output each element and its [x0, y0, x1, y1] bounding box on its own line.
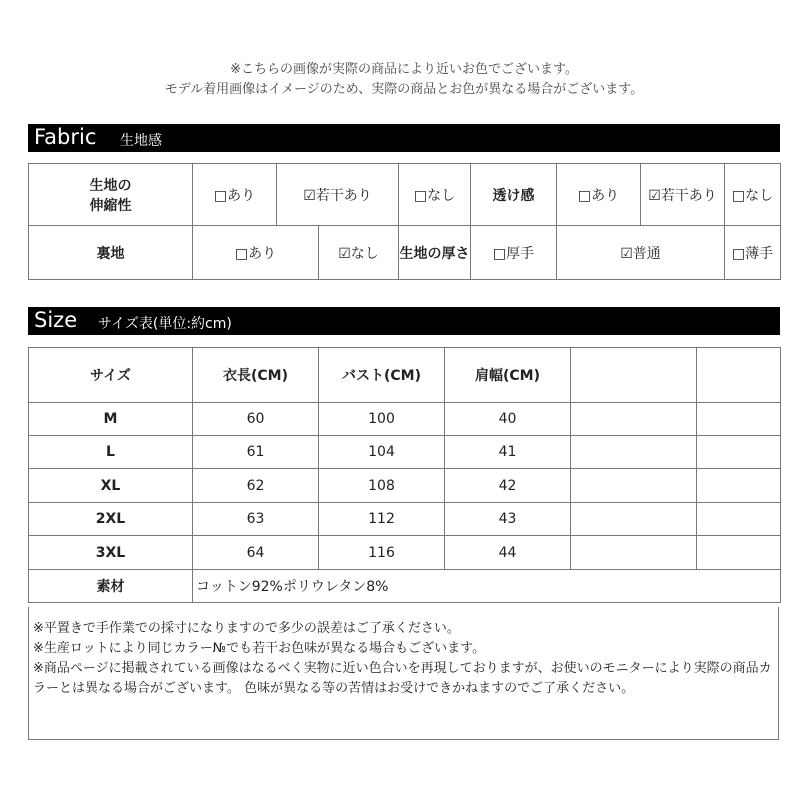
table-row	[29, 403, 781, 436]
sheer-label: 透け感	[471, 164, 557, 226]
note-line: ※商品ページに掲載されている画像はなるべく実物に近い色合いを再現しておりますが、お使いのモニターにより実際の商品カラーとは異なる場合がございます。 色味が異なる等の苦情はお受けできかねますのでご了承ください。	[33, 661, 772, 696]
length-cell: 63	[193, 503, 319, 536]
lining-option-yes: □あり	[193, 226, 319, 280]
header-empty-2	[697, 348, 781, 403]
size-title: Size	[34, 308, 78, 332]
fabric-table	[28, 163, 781, 280]
notice-line-2: モデル着用画像はイメージのため、実際の商品とお色が異なる場合がございます。	[164, 82, 644, 97]
stretch-label-line-1: 生地の	[89, 177, 132, 194]
lining-thickness-row	[29, 226, 781, 280]
header-empty-1	[571, 348, 697, 403]
size-cell: M	[29, 403, 193, 436]
empty-cell	[571, 503, 697, 536]
empty-cell	[571, 436, 697, 469]
empty-cell	[697, 403, 781, 436]
length-cell: 61	[193, 436, 319, 469]
bust-cell: 104	[319, 436, 445, 469]
material-value: コットン92%ポリウレタン8%	[193, 570, 781, 603]
size-cell: L	[29, 436, 193, 469]
notice-line-1: ※こちらの画像が実際の商品により近いお色でございます。	[230, 62, 578, 77]
shoulder-cell: 40	[445, 403, 571, 436]
empty-cell	[697, 469, 781, 503]
lining-option-no: ☑なし	[319, 226, 399, 280]
thickness-option-thick: □厚手	[471, 226, 557, 280]
stretch-label-line-2: 伸縮性	[89, 197, 132, 214]
length-cell: 60	[193, 403, 319, 436]
stretch-option-no: □なし	[399, 164, 471, 226]
table-row	[29, 436, 781, 469]
stretch-sheer-row	[29, 164, 781, 226]
length-cell: 62	[193, 469, 319, 503]
stretch-option-yes: □あり	[193, 164, 277, 226]
fabric-title: Fabric	[34, 125, 97, 149]
size-table	[28, 347, 781, 603]
table-row	[29, 469, 781, 503]
length-cell: 64	[193, 536, 319, 570]
header-length: 衣長(CM)	[193, 348, 319, 403]
bust-cell: 100	[319, 403, 445, 436]
size-header-row	[29, 348, 781, 403]
thickness-option-normal: ☑普通	[557, 226, 725, 280]
table-row	[29, 536, 781, 570]
thickness-label: 生地の厚さ	[399, 226, 471, 280]
note-line: ※平置きで手作業での採寸になりますので多少の誤差はご了承ください。	[33, 621, 460, 636]
notes-box	[28, 607, 779, 740]
empty-cell	[697, 536, 781, 570]
header-shoulder: 肩幅(CM)	[445, 348, 571, 403]
empty-cell	[571, 536, 697, 570]
size-cell: XL	[29, 469, 193, 503]
shoulder-cell: 43	[445, 503, 571, 536]
note-line: ※生産ロットにより同じカラー№でも若干お色味が異なる場合もございます。	[33, 641, 486, 656]
header-bust: バスト(CM)	[319, 348, 445, 403]
table-row	[29, 503, 781, 536]
empty-cell	[571, 403, 697, 436]
thickness-option-thin: □薄手	[725, 226, 781, 280]
size-cell: 3XL	[29, 536, 193, 570]
sheer-option-slight: ☑若干あり	[641, 164, 725, 226]
header-size: サイズ	[29, 348, 193, 403]
fabric-subtitle: 生地感	[120, 133, 162, 149]
shoulder-cell: 41	[445, 436, 571, 469]
stretch-label	[29, 164, 193, 226]
stretch-option-slight: ☑若干あり	[277, 164, 399, 226]
empty-cell	[697, 503, 781, 536]
shoulder-cell: 42	[445, 469, 571, 503]
sheer-option-no: □なし	[725, 164, 781, 226]
bust-cell: 116	[319, 536, 445, 570]
material-row	[29, 570, 781, 603]
bust-cell: 108	[319, 469, 445, 503]
size-section-header	[28, 307, 780, 335]
lining-label: 裏地	[29, 226, 193, 280]
fabric-section-header	[28, 124, 780, 152]
size-subtitle: サイズ表(単位:約cm)	[98, 316, 232, 332]
size-cell: 2XL	[29, 503, 193, 536]
material-label: 素材	[29, 570, 193, 603]
sheer-option-yes: □あり	[557, 164, 641, 226]
shoulder-cell: 44	[445, 536, 571, 570]
bust-cell: 112	[319, 503, 445, 536]
empty-cell	[697, 436, 781, 469]
empty-cell	[571, 469, 697, 503]
